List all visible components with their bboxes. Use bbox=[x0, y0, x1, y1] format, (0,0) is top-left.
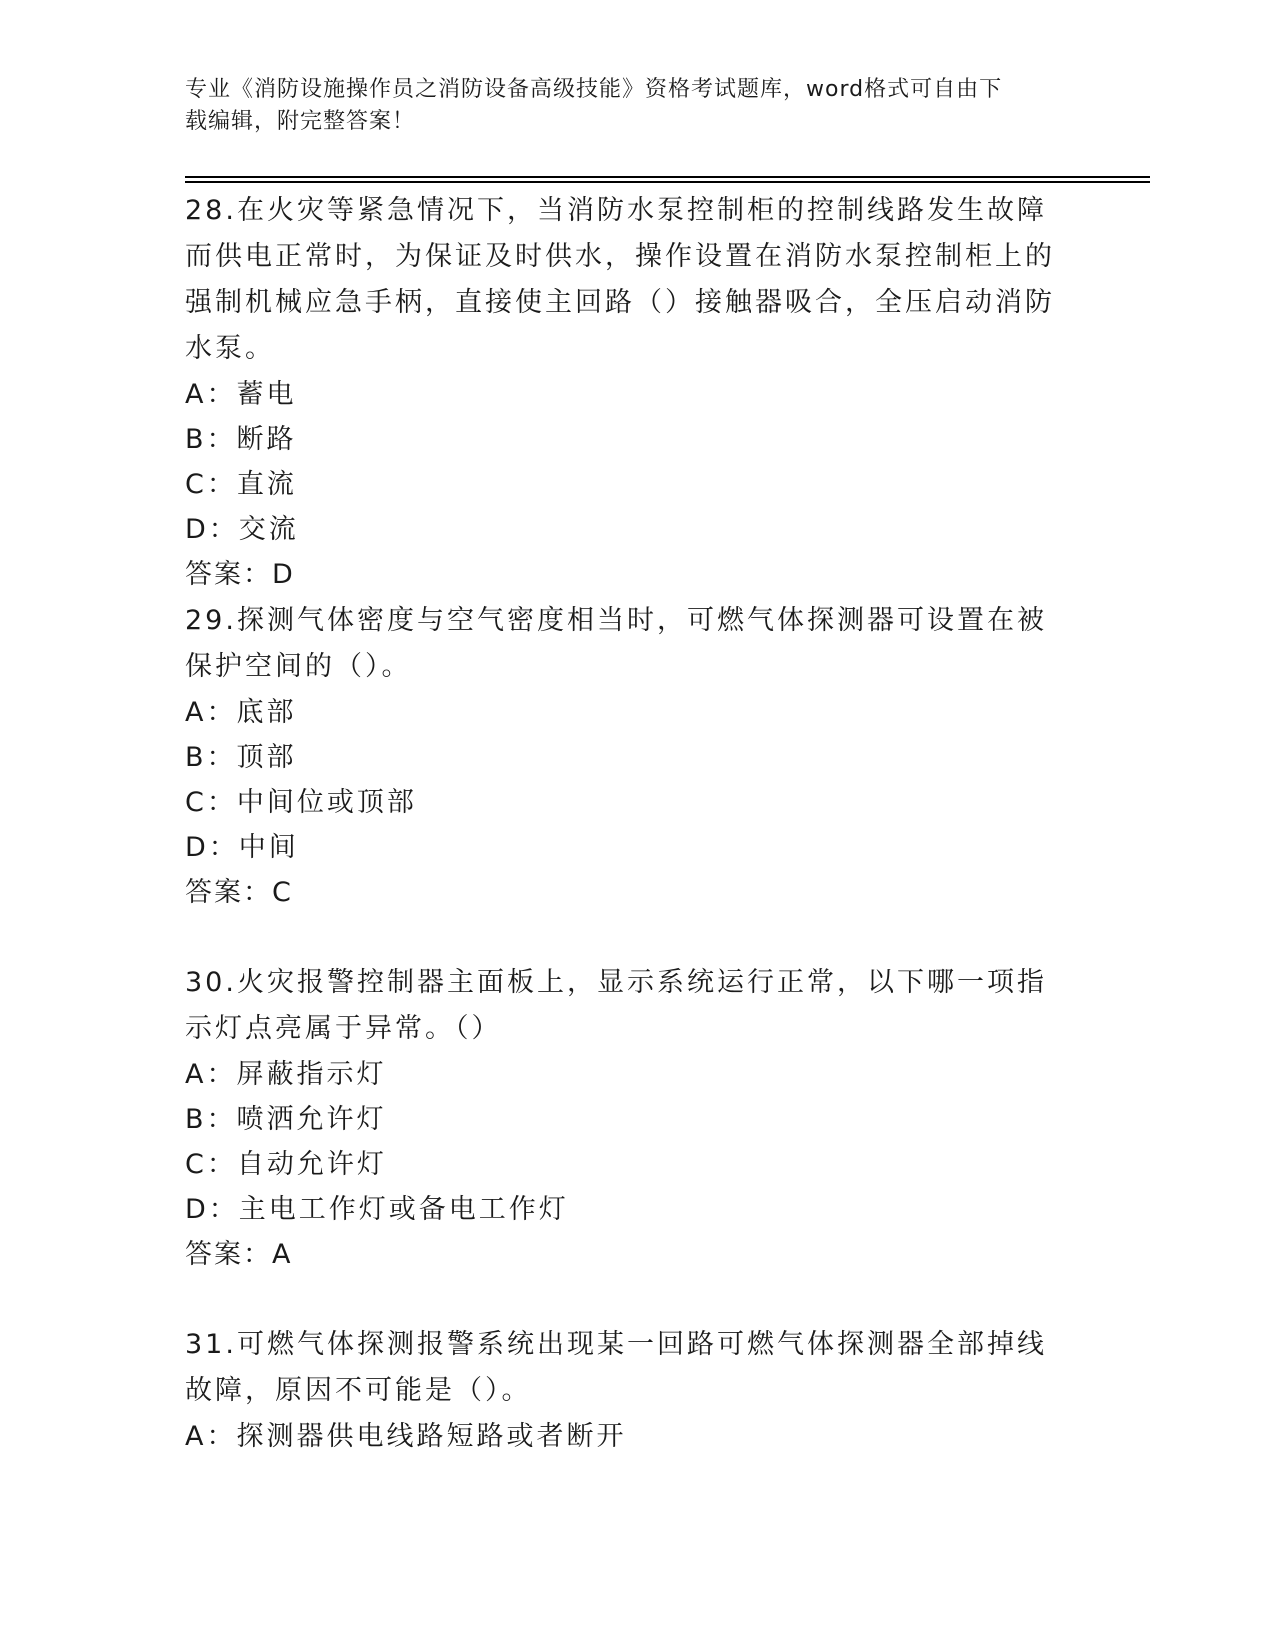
option-b: B：顶部 bbox=[185, 742, 297, 773]
option-c: C：自动允许灯 bbox=[185, 1149, 387, 1180]
question-text: 31.可燃气体探测报警系统出现某一回路可燃气体探测器全部掉线故障，原因不可能是（）。 bbox=[185, 1329, 1047, 1406]
question-29 bbox=[185, 598, 1065, 916]
answer: 答案：D bbox=[185, 559, 295, 590]
question-text: 28.在火灾等紧急情况下，当消防水泵控制柜的控制线路发生故障而供电正常时，为保证及时供水，操作设置在消防水泵控制柜上的强制机械应急手柄，直接使主回路（）接触器吸合，全压启动消防水泵。 bbox=[185, 195, 1055, 364]
option-a: A：蓄电 bbox=[185, 379, 297, 410]
option-d: D：中间 bbox=[185, 832, 299, 863]
option-b: B：断路 bbox=[185, 424, 297, 455]
question-30 bbox=[185, 960, 1065, 1278]
option-a: A：底部 bbox=[185, 697, 297, 728]
question-28 bbox=[185, 188, 1065, 598]
header-divider-top bbox=[185, 176, 1150, 178]
document-header: 专业《消防设施操作员之消防设备高级技能》资格考试题库，word格式可自由下 载编辑，附完整答案！ bbox=[185, 77, 1003, 134]
option-c: C：直流 bbox=[185, 469, 297, 500]
question-text: 29.探测气体密度与空气密度相当时，可燃气体探测器可设置在被保护空间的（）。 bbox=[185, 605, 1047, 682]
option-a: A：探测器供电线路短路或者断开 bbox=[185, 1421, 627, 1452]
option-d: D：主电工作灯或备电工作灯 bbox=[185, 1194, 569, 1225]
answer: 答案：C bbox=[185, 877, 293, 908]
option-c: C：中间位或顶部 bbox=[185, 787, 417, 818]
option-a: A：屏蔽指示灯 bbox=[185, 1059, 387, 1090]
header-divider-bottom bbox=[185, 181, 1150, 183]
question-text: 30.火灾报警控制器主面板上，显示系统运行正常，以下哪一项指示灯点亮属于异常。（） bbox=[185, 967, 1047, 1044]
option-b: B：喷洒允许灯 bbox=[185, 1104, 387, 1135]
option-d: D：交流 bbox=[185, 514, 299, 545]
question-31 bbox=[185, 1322, 1065, 1459]
answer: 答案：A bbox=[185, 1239, 293, 1270]
